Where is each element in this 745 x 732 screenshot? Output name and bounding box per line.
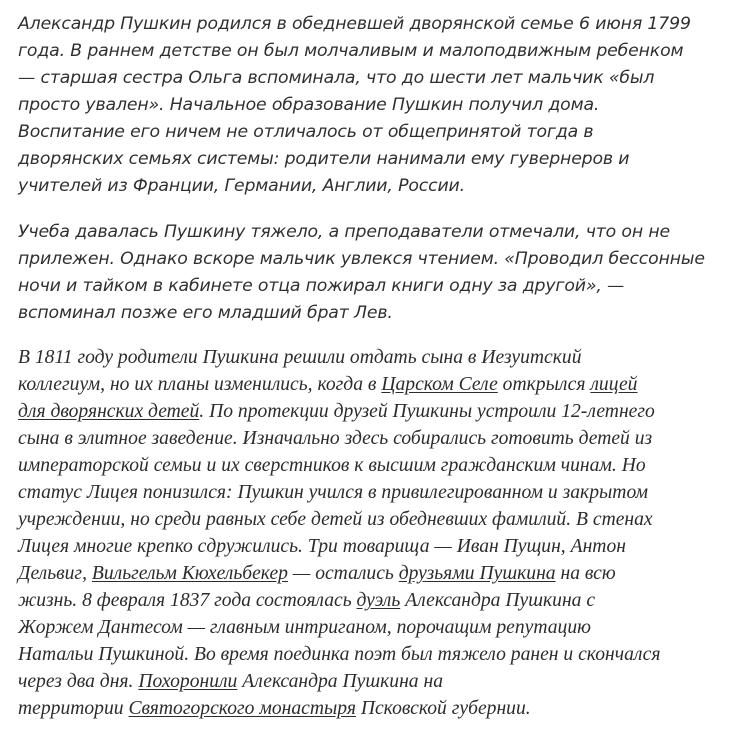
text-run: Дельвиг, xyxy=(18,563,92,584)
paragraph-line: учреждении, но среди равных себе детей из обедневших фамилий. В стенах xyxy=(18,509,653,530)
link-lyceum[interactable]: лицей xyxy=(590,374,638,395)
paragraph-line: года. В раннем детстве он был молчаливым и малоподвижным ребенком xyxy=(18,41,684,61)
text-run: Александра Пушкина с xyxy=(400,590,596,611)
paragraph-line: просто увален». Начальное образование Пушкин получил дома. xyxy=(18,95,600,115)
paragraph-line xyxy=(18,668,742,695)
paragraph-studies xyxy=(18,219,738,327)
link-lyceum[interactable]: для дворянских детей xyxy=(18,401,200,422)
paragraph-line xyxy=(18,560,742,587)
paragraph-line: дворянских семьях системы: родители нанимали ему гувернеров и xyxy=(18,149,630,169)
link-kuchelbecker[interactable]: Вильгельм Кюхельбекер xyxy=(91,563,288,584)
text-run: территории xyxy=(18,698,129,719)
paragraph-childhood xyxy=(18,11,738,200)
text-run: . По протекции друзей Пушкины устроили 12-летнего xyxy=(199,401,655,422)
paragraph-line: сына в элитное заведение. Изначально здесь собирались готовить детей из xyxy=(18,428,653,449)
paragraph-lyceum xyxy=(18,344,742,722)
link-burial[interactable]: Похоронили xyxy=(138,671,238,692)
link-duel[interactable]: дуэль xyxy=(356,590,401,611)
paragraph-line: Натальи Пушкиной. Во время поединка поэт был тяжело ранен и скончался xyxy=(18,644,661,665)
text-run: на всю xyxy=(555,563,616,584)
paragraph-line: учителей из Франции, Германии, Англии, России. xyxy=(18,176,465,196)
paragraph-line xyxy=(18,587,742,614)
text-run: жизнь. 8 февраля 1837 года состоялась xyxy=(18,590,357,611)
paragraph-line: статус Лицея понизился: Пушкин учился в привилегированном и закрытом xyxy=(18,482,648,503)
text-run: — остались xyxy=(287,563,399,584)
paragraph-line: Александр Пушкин родился в обедневшей дворянской семье 6 июня 1799 xyxy=(18,14,691,34)
paragraph-line: Жоржем Дантесом — главным интриганом, порочащим репутацию xyxy=(18,617,591,638)
paragraph-line: Лицея многие крепко сдружились. Три товарища — Иван Пущин, Антон xyxy=(18,536,626,557)
paragraph-line: Учеба давалась Пушкину тяжело, а преподаватели отмечали, что он не xyxy=(18,222,670,242)
paragraph-line: вспоминал позже его младший брат Лев. xyxy=(18,303,393,323)
paragraph-line xyxy=(18,398,742,425)
paragraph-line: В 1811 году родители Пушкина решили отдать сына в Иезуитский xyxy=(18,347,582,368)
paragraph-line: — старшая сестра Ольга вспоминала, что до шести лет мальчик «был xyxy=(18,68,655,88)
paragraph-line: императорской семьи и их сверстников к высшим гражданским чинам. Но xyxy=(18,455,646,476)
paragraph-line: Воспитание его ничем не отличалось от общепринятой тогда в xyxy=(18,122,594,142)
link-pushkin-friends[interactable]: друзьями Пушкина xyxy=(398,563,556,584)
link-svyatogorsky-monastery[interactable]: Святогорского монастыря xyxy=(128,698,356,719)
text-run: через два дня. xyxy=(18,671,139,692)
paragraph-line xyxy=(18,695,742,722)
link-tsarskoe-selo[interactable]: Царском Селе xyxy=(381,374,498,395)
text-run: Псковской губернии. xyxy=(355,698,531,719)
text-run: коллегиум, но их планы изменились, когда в xyxy=(18,374,382,395)
paragraph-line xyxy=(18,371,742,398)
paragraph-line: ночи и тайком в кабинете отца пожирал книги одну за другой», — xyxy=(18,276,625,296)
text-run: открылся xyxy=(497,374,591,395)
paragraph-line: прилежен. Однако вскоре мальчик увлекся чтением. «Проводил бессонные xyxy=(18,249,705,269)
text-run: Александра Пушкина на xyxy=(237,671,444,692)
